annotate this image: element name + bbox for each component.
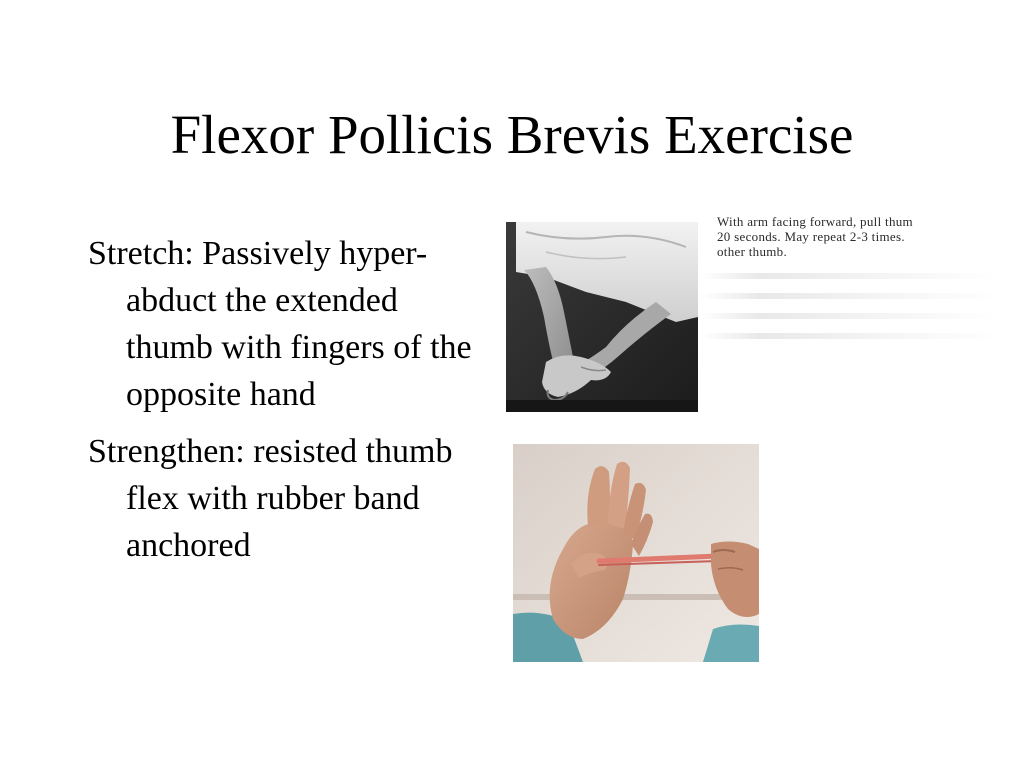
thumb-stretch-photo <box>506 222 698 412</box>
faded-text-smudge <box>700 313 1000 319</box>
scanned-line-1: With arm facing forward, pull thum <box>717 214 913 229</box>
bullet-stretch: Stretch: Passively hyper-abduct the extended thumb with fingers of the opposite hand <box>88 235 472 413</box>
faded-text-smudge <box>700 333 1000 339</box>
faded-text-smudge <box>700 273 1000 279</box>
scanned-line-2: 20 seconds. May repeat 2-3 times. <box>717 229 905 244</box>
faded-text-smudge <box>700 293 1000 299</box>
rubber-band-thumb-flex-photo <box>513 444 759 662</box>
bullet-strengthen: Strengthen: resisted thumb flex with rubber band anchored <box>88 433 453 564</box>
slide-title: Flexor Pollicis Brevis Exercise <box>170 104 854 165</box>
scanned-instructions <box>700 212 1000 422</box>
scanned-line-3: other thumb. <box>717 244 788 259</box>
bullet-list <box>88 230 493 579</box>
